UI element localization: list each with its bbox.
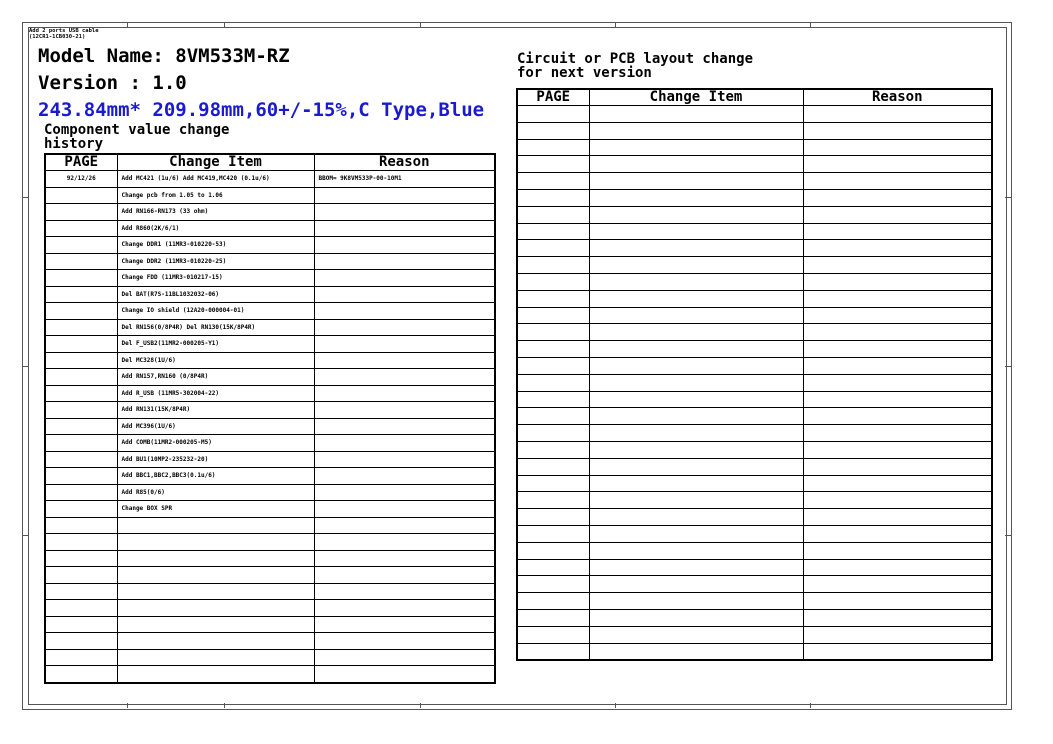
table-row (45, 451, 495, 468)
page-cell (517, 441, 589, 458)
reason-cell (803, 542, 992, 559)
reason-cell (803, 273, 992, 290)
reason-cell (803, 223, 992, 240)
reason-cell (314, 517, 495, 534)
reason-cell (314, 204, 495, 221)
change-item-cell (117, 616, 314, 633)
reason-cell (803, 156, 992, 173)
table-row (517, 139, 992, 156)
table-row (517, 593, 992, 610)
reason-cell (803, 576, 992, 593)
reason-cell (803, 173, 992, 190)
table-row (45, 418, 495, 435)
reason-cell (314, 649, 495, 666)
table-row (45, 550, 495, 567)
page-cell (517, 122, 589, 139)
page-cell (45, 204, 117, 221)
border-tick (1005, 535, 1011, 536)
page-cell (517, 525, 589, 542)
border-tick (127, 703, 128, 708)
change-item-cell (589, 509, 803, 526)
change-item-header: Change Item (117, 154, 314, 171)
reason-cell (314, 187, 495, 204)
component-section-title (44, 123, 229, 151)
change-item-cell (589, 257, 803, 274)
table-row (517, 257, 992, 274)
change-item-cell: Change IO shield (12A20-000004-01) (117, 303, 314, 320)
table-row (517, 492, 992, 509)
component-title-line1: Component value change (44, 122, 230, 138)
table-row (517, 189, 992, 206)
reason-cell (803, 374, 992, 391)
table-row (517, 357, 992, 374)
change-item-cell (589, 240, 803, 257)
reason-cell (314, 534, 495, 551)
reason-cell (803, 341, 992, 358)
reason-cell (803, 324, 992, 341)
page-header: PAGE (517, 89, 589, 106)
change-item-cell (589, 593, 803, 610)
change-item-cell: Del F_USB2(11MR2-000205-Y1) (117, 336, 314, 353)
change-item-cell: Add BU1(10MP2-235232-20) (117, 451, 314, 468)
cable-note-line2: (12CR1-1CB030-21) (29, 34, 86, 40)
page-cell (45, 385, 117, 402)
table-row (517, 106, 992, 123)
page-cell (517, 593, 589, 610)
table-row (45, 534, 495, 551)
reason-cell (314, 583, 495, 600)
table-row (517, 273, 992, 290)
reason-cell (803, 509, 992, 526)
model-name: Model Name: 8VM533M-RZ (38, 45, 290, 67)
component-title-line2: history (44, 136, 104, 152)
change-item-cell (589, 441, 803, 458)
change-item-cell (117, 534, 314, 551)
change-item-cell: Add RN166-RN173 (33 ohm) (117, 204, 314, 221)
reason-cell (803, 609, 992, 626)
reason-cell (803, 593, 992, 610)
reason-cell (314, 253, 495, 270)
page-cell (45, 237, 117, 254)
page-cell (517, 156, 589, 173)
reason-cell (803, 391, 992, 408)
change-item-cell: Change pcb from 1.05 to 1.06 (117, 187, 314, 204)
change-item-cell (589, 189, 803, 206)
change-item-cell (589, 122, 803, 139)
reason-cell (314, 468, 495, 485)
page-cell (45, 286, 117, 303)
change-item-cell (589, 458, 803, 475)
circuit-title-line2: for next version (517, 65, 652, 81)
change-item-cell (589, 156, 803, 173)
table-row (517, 458, 992, 475)
table-row (517, 341, 992, 358)
change-item-cell (589, 324, 803, 341)
change-item-cell (117, 550, 314, 567)
change-item-cell (117, 567, 314, 584)
change-item-cell: Change FDD (11MR3-010217-15) (117, 270, 314, 287)
table-row (517, 425, 992, 442)
border-tick (224, 22, 225, 27)
page-cell (517, 425, 589, 442)
table-row (517, 374, 992, 391)
cable-note (29, 28, 99, 40)
page-cell (45, 484, 117, 501)
circuit-change-table (516, 88, 993, 661)
table-row (517, 240, 992, 257)
reason-cell (803, 189, 992, 206)
page-cell (517, 341, 589, 358)
table-row (517, 542, 992, 559)
component-change-table (44, 153, 496, 684)
table-row (517, 509, 992, 526)
table-row (45, 204, 495, 221)
table-header-row (517, 89, 992, 106)
change-item-cell: Add R85(0/6) (117, 484, 314, 501)
page-cell (45, 270, 117, 287)
page-cell (517, 324, 589, 341)
table-row (517, 626, 992, 643)
table-row (45, 666, 495, 683)
page-cell (517, 475, 589, 492)
circuit-title-line1: Circuit or PCB layout change (517, 51, 754, 67)
table-row (45, 633, 495, 650)
table-row (45, 336, 495, 353)
table-row (517, 643, 992, 660)
change-item-cell: Add MC396(1U/6) (117, 418, 314, 435)
page-cell (517, 139, 589, 156)
page-cell (45, 600, 117, 617)
reason-cell (314, 633, 495, 650)
table-row (517, 525, 992, 542)
table-row (45, 319, 495, 336)
border-tick (615, 703, 616, 708)
border-tick (810, 22, 811, 27)
reason-cell (314, 666, 495, 683)
reason-cell (314, 352, 495, 369)
change-item-cell (117, 583, 314, 600)
page-cell (517, 492, 589, 509)
change-item-cell: Change BOX SPR (117, 501, 314, 518)
table-row (517, 307, 992, 324)
reason-cell (314, 435, 495, 452)
page-cell (517, 223, 589, 240)
page-cell (517, 189, 589, 206)
change-item-cell (589, 307, 803, 324)
table-row (517, 408, 992, 425)
page-cell (45, 402, 117, 419)
table-row (517, 391, 992, 408)
reason-cell (314, 385, 495, 402)
page-cell (517, 257, 589, 274)
page-cell (45, 187, 117, 204)
table-row (45, 649, 495, 666)
reason-cell (314, 402, 495, 419)
change-item-cell (589, 559, 803, 576)
change-item-cell (589, 609, 803, 626)
page-cell (45, 567, 117, 584)
table-row (45, 583, 495, 600)
page-cell (517, 106, 589, 123)
page-cell (45, 352, 117, 369)
table-row (517, 324, 992, 341)
page-cell (517, 576, 589, 593)
table-row (45, 435, 495, 452)
table-row (45, 517, 495, 534)
reason-cell (803, 408, 992, 425)
page-cell (45, 451, 117, 468)
reason-cell (314, 567, 495, 584)
page-cell (517, 173, 589, 190)
page-cell (517, 307, 589, 324)
table-row (45, 567, 495, 584)
reason-cell (314, 484, 495, 501)
page-cell (517, 273, 589, 290)
change-item-cell (589, 173, 803, 190)
reason-cell (803, 425, 992, 442)
reason-header: Reason (803, 89, 992, 106)
reason-cell (803, 206, 992, 223)
table-row (517, 223, 992, 240)
page-cell (517, 542, 589, 559)
change-item-cell (589, 374, 803, 391)
change-item-cell (589, 542, 803, 559)
reason-cell (803, 492, 992, 509)
reason-cell (803, 441, 992, 458)
border-tick (224, 703, 225, 708)
table-row (517, 156, 992, 173)
table-row (45, 270, 495, 287)
change-item-cell (589, 408, 803, 425)
table-row (45, 468, 495, 485)
change-item-cell (589, 223, 803, 240)
change-item-cell: Add MC421 (1u/6) Add MC419,MC420 (0.1u/6) (117, 171, 314, 188)
table-row (45, 352, 495, 369)
change-item-cell: Add RN157,RN160 (0/8P4R) (117, 369, 314, 386)
border-tick (420, 22, 421, 27)
page-cell (517, 391, 589, 408)
reason-cell (314, 550, 495, 567)
table-row (45, 369, 495, 386)
page-cell (45, 550, 117, 567)
table-row (517, 475, 992, 492)
table-row (45, 303, 495, 320)
table-row (45, 616, 495, 633)
change-item-cell (589, 341, 803, 358)
reason-cell (803, 257, 992, 274)
reason-cell (314, 286, 495, 303)
change-item-cell (117, 517, 314, 534)
table-row (45, 385, 495, 402)
reason-cell (803, 122, 992, 139)
page-cell: 92/12/26 (45, 171, 117, 188)
page-cell (45, 501, 117, 518)
table-row (517, 122, 992, 139)
change-item-cell (589, 391, 803, 408)
table-row (517, 173, 992, 190)
change-item-cell: Del MC328(1U/6) (117, 352, 314, 369)
change-item-cell: Add R_USB (11MR5-302004-22) (117, 385, 314, 402)
page-cell (45, 583, 117, 600)
reason-cell (803, 643, 992, 660)
table-row (517, 290, 992, 307)
change-item-cell (589, 643, 803, 660)
reason-cell (314, 501, 495, 518)
table-row (45, 484, 495, 501)
page-cell (45, 253, 117, 270)
page-cell (45, 220, 117, 237)
page-cell (45, 418, 117, 435)
page-cell (45, 534, 117, 551)
change-item-cell (589, 139, 803, 156)
board-spec: 243.84mm* 209.98mm,60+/-15%,C Type,Blue (38, 99, 485, 121)
change-item-cell (589, 576, 803, 593)
page-cell (517, 357, 589, 374)
border-tick (1005, 197, 1011, 198)
border-tick (420, 703, 421, 708)
reason-cell (803, 357, 992, 374)
page-cell (45, 468, 117, 485)
page-cell (517, 458, 589, 475)
reason-cell (314, 220, 495, 237)
page-cell (45, 319, 117, 336)
change-item-cell: Del RN156(0/8P4R) Del RN130(15K/8P4R) (117, 319, 314, 336)
page-cell (45, 616, 117, 633)
change-item-cell (589, 425, 803, 442)
table-row (45, 253, 495, 270)
change-item-cell (117, 649, 314, 666)
change-item-cell (117, 600, 314, 617)
border-tick (615, 22, 616, 27)
table-row (45, 171, 495, 188)
page-cell (517, 240, 589, 257)
change-item-cell (589, 626, 803, 643)
table-row (45, 402, 495, 419)
page-cell (45, 517, 117, 534)
table-row (517, 576, 992, 593)
reason-cell (314, 270, 495, 287)
page-cell (517, 609, 589, 626)
border-tick (810, 703, 811, 708)
page-cell (517, 290, 589, 307)
table-row (517, 559, 992, 576)
reason-cell (314, 616, 495, 633)
change-item-cell (589, 106, 803, 123)
page-cell (45, 649, 117, 666)
cable-note-line1: Add 2 ports USB cable (29, 28, 99, 34)
page-cell (45, 369, 117, 386)
page-cell (517, 626, 589, 643)
circuit-section-title (517, 52, 753, 80)
reason-cell (803, 106, 992, 123)
page-cell (517, 643, 589, 660)
change-item-cell (117, 633, 314, 650)
page-cell (45, 303, 117, 320)
reason-cell (314, 237, 495, 254)
change-item-cell: Add COMB(11MR2-000205-M5) (117, 435, 314, 452)
reason-cell (314, 418, 495, 435)
page-cell (517, 374, 589, 391)
reason-cell (803, 307, 992, 324)
reason-cell (803, 240, 992, 257)
change-item-cell (589, 492, 803, 509)
change-item-cell (589, 525, 803, 542)
change-item-cell (117, 666, 314, 683)
reason-cell (314, 303, 495, 320)
change-item-cell: Change DDR2 (11MR3-010220-25) (117, 253, 314, 270)
change-item-cell (589, 290, 803, 307)
version: Version : 1.0 (38, 72, 187, 94)
reason-header: Reason (314, 154, 495, 171)
change-item-cell: Add RN131(15K/8P4R) (117, 402, 314, 419)
page-cell (45, 435, 117, 452)
change-item-cell (589, 357, 803, 374)
page-header: PAGE (45, 154, 117, 171)
reason-cell (803, 475, 992, 492)
reason-cell (803, 525, 992, 542)
table-row (45, 600, 495, 617)
change-item-cell (589, 475, 803, 492)
reason-cell (803, 139, 992, 156)
border-tick (1005, 366, 1011, 367)
change-item-cell: Add BBC1,BBC2,BBC3(0.1u/6) (117, 468, 314, 485)
reason-cell (314, 319, 495, 336)
page-cell (45, 666, 117, 683)
table-header-row (45, 154, 495, 171)
reason-cell: BBOM= 9K8VM533P-00-10M1 (314, 171, 495, 188)
border-tick (22, 535, 28, 536)
page-cell (517, 408, 589, 425)
change-item-cell (589, 273, 803, 290)
reason-cell (314, 369, 495, 386)
change-item-cell: Change DDR1 (11MR3-010220-53) (117, 237, 314, 254)
reason-cell (314, 336, 495, 353)
page-cell (45, 336, 117, 353)
table-row (517, 609, 992, 626)
reason-cell (314, 600, 495, 617)
change-item-cell: Add R860(2K/6/1) (117, 220, 314, 237)
reason-cell (803, 458, 992, 475)
change-item-cell (589, 206, 803, 223)
page-cell (45, 633, 117, 650)
border-tick (127, 22, 128, 27)
reason-cell (803, 559, 992, 576)
table-row (45, 501, 495, 518)
table-row (45, 237, 495, 254)
table-row (517, 206, 992, 223)
table-row (45, 286, 495, 303)
page-cell (517, 206, 589, 223)
change-item-cell: Del BAT(R7S-11BL1032032-06) (117, 286, 314, 303)
reason-cell (314, 451, 495, 468)
border-tick (22, 197, 28, 198)
reason-cell (803, 290, 992, 307)
table-row (45, 187, 495, 204)
table-row (45, 220, 495, 237)
reason-cell (803, 626, 992, 643)
page-cell (517, 559, 589, 576)
table-row (517, 441, 992, 458)
change-item-header: Change Item (589, 89, 803, 106)
page-cell (517, 509, 589, 526)
border-tick (22, 366, 28, 367)
